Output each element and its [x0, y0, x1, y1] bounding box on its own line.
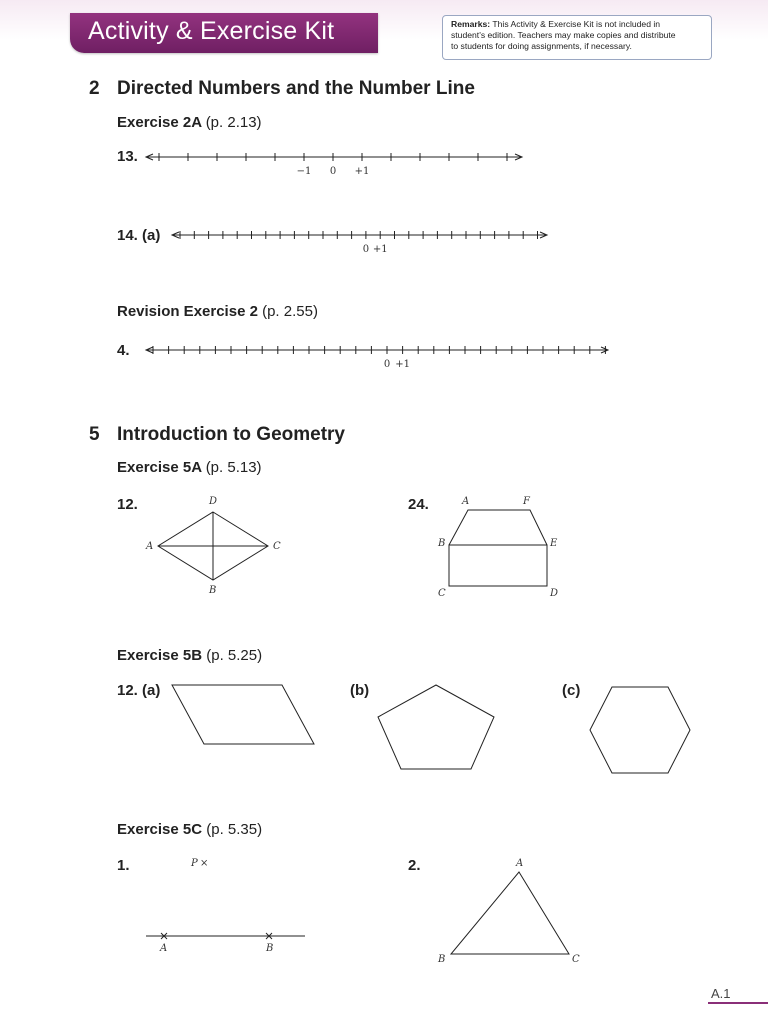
page-number [711, 986, 731, 1001]
page-prefix: A. [711, 986, 724, 1001]
exercise-5a-name: Exercise 5A [117, 459, 202, 476]
number-line-13-tick-label: −1 [296, 166, 312, 177]
house-roof [449, 510, 547, 545]
revision-exercise-2-page: (p. 2.55) [262, 303, 318, 320]
remarks-label: Remarks: [451, 19, 491, 29]
question-24-label: 24. [408, 496, 429, 513]
exercise-5c-name: Exercise 5C [117, 821, 203, 838]
number-line-4-tick-label: +1 [395, 359, 410, 370]
page-number-underline [708, 1002, 768, 1004]
number-line-14a-tick-label: +1 [372, 244, 388, 255]
question-13-label: 13. [117, 148, 138, 165]
hexagon-figure [590, 687, 690, 773]
question-12a-label: 12. (a) [117, 682, 161, 699]
triangle-label-a: A [516, 858, 524, 869]
question-12c-label: (c) [562, 682, 581, 699]
parallelogram-figure [172, 685, 314, 744]
house-label-d: D [550, 588, 559, 599]
q1-label-a: A [160, 943, 168, 954]
section-2-number: 2 [89, 78, 100, 99]
exercise-2a-page: (p. 2.13) [205, 114, 262, 131]
question-2-label: 2. [408, 857, 421, 874]
page-number-value: 1 [723, 986, 731, 1001]
rhombus-label-d: D [209, 496, 218, 507]
house-label-a: A [462, 496, 470, 507]
question-14a-label: 14. (a) [117, 227, 161, 244]
house-label-f: F [523, 496, 530, 507]
page-title: Activity & Exercise Kit [88, 17, 335, 45]
triangle-label-c: C [572, 954, 580, 965]
exercise-5b-name: Exercise 5B [117, 647, 203, 664]
exercise-5c-page: (p. 5.35) [206, 821, 263, 838]
number-line-13-tick-label: 0 [329, 166, 337, 177]
rhombus-label-b: B [209, 585, 217, 596]
question-1-label: 1. [117, 857, 130, 874]
exercise-5b-page: (p. 5.25) [206, 647, 263, 664]
rhombus-label-c: C [273, 541, 281, 552]
rhombus-label-a: A [146, 541, 154, 552]
house-label-b: B [438, 538, 446, 549]
q1-label-b: B [266, 943, 274, 954]
q1-label-p: P [191, 858, 198, 869]
exercise-2a-name: Exercise 2A [117, 114, 202, 131]
remarks-line-3: to students for doing assignments, if necessary. [451, 41, 632, 51]
house-label-e: E [550, 538, 558, 549]
section-5-number: 5 [89, 424, 100, 445]
pentagon-figure [378, 685, 494, 769]
house-rectangle [449, 545, 547, 586]
section-2-title: Directed Numbers and the Number Line [117, 78, 475, 99]
exercise-5a-page: (p. 5.13) [205, 459, 262, 476]
rhombus-figure [158, 512, 268, 580]
house-figure [449, 510, 547, 586]
number-line-13-tick-label: +1 [354, 166, 370, 177]
section-5-title: Introduction to Geometry [117, 424, 345, 445]
triangle-figure [451, 872, 569, 954]
q1-point-p-mark: × [200, 858, 209, 869]
number-line-14a-tick-label: 0 [362, 244, 370, 255]
remarks-line-2: student's edition. Teachers may make copies and distribute [451, 30, 676, 40]
revision-exercise-2-name: Revision Exercise 2 [117, 303, 258, 320]
remarks-line-1: This Activity & Exercise Kit is not included in [492, 19, 661, 29]
triangle-label-b: B [438, 954, 446, 965]
question-4-label: 4. [117, 342, 130, 359]
number-line-4-tick-label: 0 [383, 359, 391, 370]
question-12-label: 12. [117, 496, 138, 513]
house-label-c: C [438, 588, 446, 599]
question-12b-label: (b) [350, 682, 370, 699]
